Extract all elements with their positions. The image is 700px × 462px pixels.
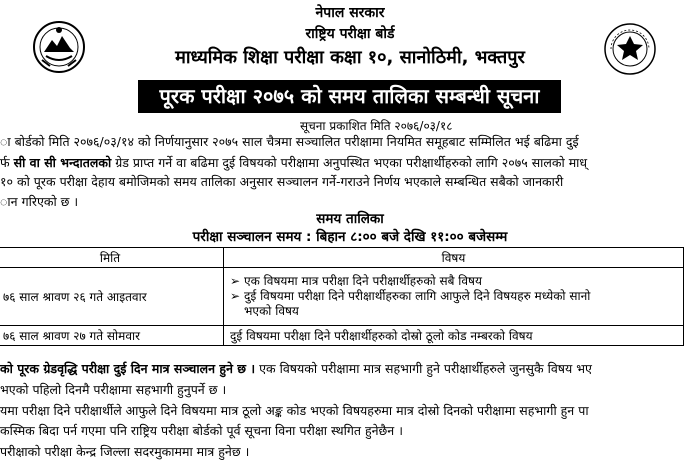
table-row (0, 268, 684, 326)
note-line: यमा परीक्षा दिने परीक्षार्थीले आफुले दिने विषयमा मात्र ठूलो अङ्क कोड भएको विषयहरुमा मात्र दोस्रो दिनको परीक्षामा सहभागी हुन पा (0, 403, 589, 418)
body-line: ा बोर्डको मिति २०७६/०३/१४ को निर्णयानुसार २०७५ साल चैत्रमा सञ्चालित परीक्षामा नियमित समूहबाट सम्मिलित भई बढिमा दुई (0, 134, 579, 149)
schedule-time: परीक्षा सञ्चालन समय : बिहान ८:०० बजे देखि ११:०० बजेसम्म (192, 229, 508, 245)
note-line: को पूरक ग्रेडवृद्धि परीक्षा दुई दिन मात्र सञ्चालन हुने छ । एक विषयको परीक्षामा मात्र सहभागी हुने परीक्षार्थीहरुले जुनसुकै विषय भए (0, 361, 592, 376)
notice-banner: पूरक परीक्षा २०७५ को समय तालिका सम्बन्धी सूचना (138, 80, 561, 113)
board-title: राष्ट्रिय परीक्षा बोर्ड (305, 26, 395, 42)
government-title: नेपाल सरकार (315, 5, 385, 21)
schedule-title: समय तालिका (316, 211, 384, 227)
office-title: माध्यमिक शिक्षा परीक्षा कक्षा १०, सानोठिमी, भक्तपुर (175, 47, 525, 68)
row-subject: दुई विषयमा परीक्षा दिने परीक्षार्थीहरुको दोस्रो ठूलो कोड नम्बरको विषय (224, 326, 684, 346)
body-line: १० को पूरक परीक्षा देहाय बमोजिमको समय तालिका अनुसार सञ्चालन गर्ने-गराउने निर्णय भएकाले सम्बन्धित सबैको जानकारी (0, 174, 564, 189)
grade-highlight: सी वा सी भन्दातलको (13, 155, 112, 170)
arrow-bullet-icon: ➢ (230, 274, 241, 288)
body-line: ान गरिएको छ । (0, 194, 79, 209)
row-subject: ➢ एक विषयमा मात्र परीक्षा दिने परीक्षार्थीहरुको सबै विषय ➢ दुई विषयमा परीक्षा दिने परीक्षार्थीहरुका लागि आफुले दिने विषयहरु मध्येको सानो भएको विषय (224, 268, 684, 326)
row-date: ७६ साल श्रावण २६ गते आइतवार (0, 268, 224, 326)
note-line: कस्मिक बिदा पर्न गएमा पनि राष्ट्रिय परीक्षा बोर्डको पूर्व सूचना विना परीक्षा स्थगित हुनेछैन । (0, 423, 403, 438)
published-date: सूचना प्रकाशित मिति २०७६/०३/१८ (300, 119, 453, 133)
schedule-table (0, 247, 684, 346)
column-header-subject: विषय (224, 248, 684, 268)
table-row (0, 326, 684, 346)
body-line: र्फ सी वा सी भन्दातलको ग्रेड प्राप्त गर्ने वा बढिमा दुई विषयको परीक्षामा अनुपस्थित भएका परीक्षार्थीहरुको लागि २०७५ सालको माध् (0, 155, 588, 170)
table-header-row (0, 248, 684, 268)
row-date: ७६ साल श्रावण २७ गते सोमवार (0, 326, 224, 346)
note-line: भएको पहिलो दिनमै परीक्षामा सहभागी हुनुपर्ने छ । (0, 382, 227, 397)
arrow-bullet-icon: ➢ (230, 289, 241, 303)
note-line: परीक्षाको परीक्षा केन्द्र जिल्ला सदरमुकाममा मात्र हुनेछ । (0, 444, 250, 459)
column-header-date: मिति (0, 248, 224, 268)
